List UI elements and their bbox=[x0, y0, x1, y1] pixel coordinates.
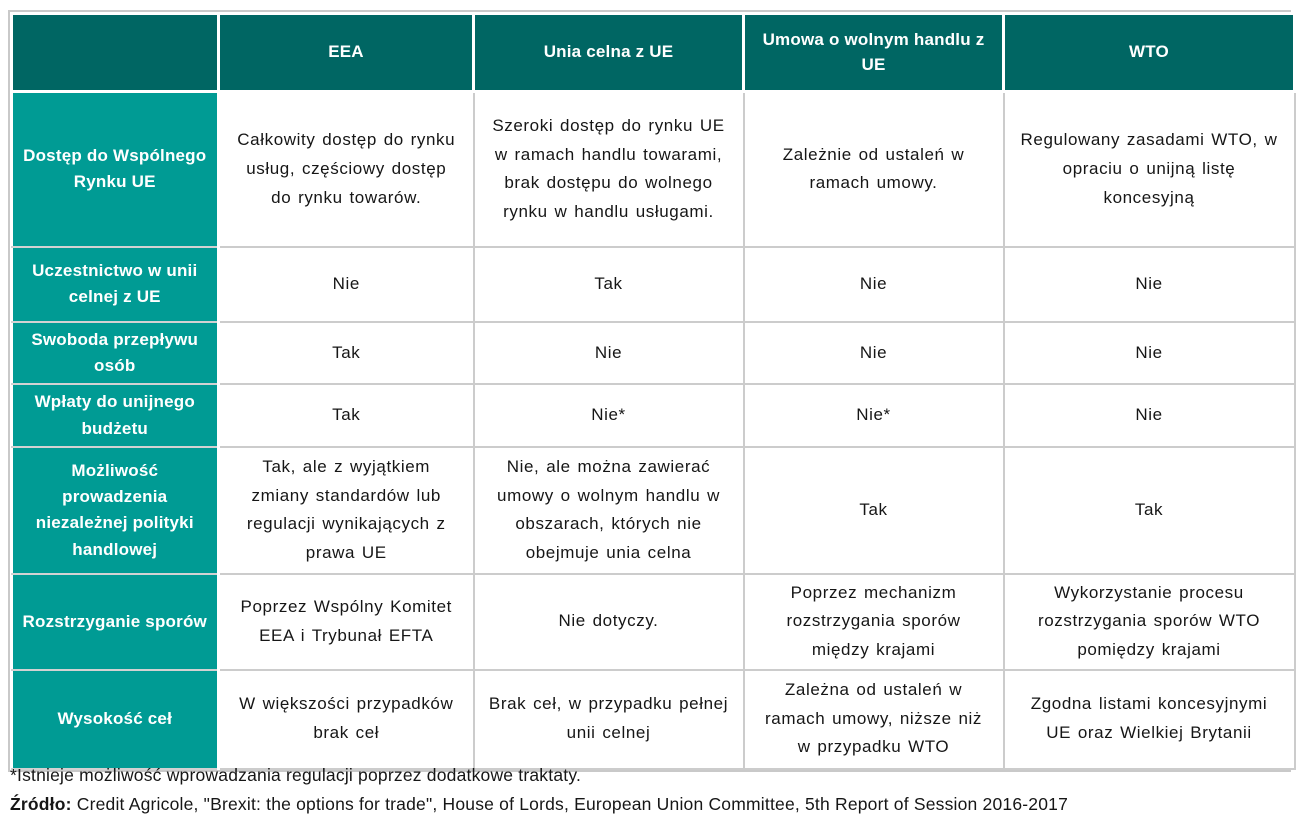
comparison-table bbox=[8, 10, 1291, 772]
table-cell: Brak ceł, w przypadku pełnej unii celnej bbox=[474, 670, 744, 769]
source-text: Credit Agricole, "Brexit: the options for trade", House of Lords, European Union Committee, 5th Report of Session 2016-2017 bbox=[71, 793, 1069, 814]
table-cell: Tak bbox=[219, 384, 474, 447]
row-label: Swoboda przepływu osób bbox=[12, 322, 219, 385]
table-cell: Poprzez mechanizm rozstrzygania sporów między krajami bbox=[744, 574, 1004, 670]
table-row bbox=[12, 574, 1295, 670]
column-header-umowa: Umowa o wolnym handlu z UE bbox=[744, 14, 1004, 92]
footnote-asterisk: *Istnieje możliwość wprowadzania regulacji poprzez dodatkowe traktaty. bbox=[10, 765, 582, 785]
table-cell: Tak bbox=[219, 322, 474, 385]
table-cell: Całkowity dostęp do rynku usług, częściowy dostęp do rynku towarów. bbox=[219, 92, 474, 247]
row-label: Uczestnictwo w unii celnej z UE bbox=[12, 247, 219, 322]
row-label: Dostęp do Wspólnego Rynku UE bbox=[12, 92, 219, 247]
table-cell: Nie bbox=[744, 247, 1004, 322]
column-header-unia-celna: Unia celna z UE bbox=[474, 14, 744, 92]
table-row bbox=[12, 447, 1295, 574]
row-label: Możliwość prowadzenia niezależnej polityki handlowej bbox=[12, 447, 219, 574]
table-cell: Zależna od ustaleń w ramach umowy, niższe niż w przypadku WTO bbox=[744, 670, 1004, 769]
table-cell: Nie dotyczy. bbox=[474, 574, 744, 670]
table-row bbox=[12, 670, 1295, 769]
corner-cell bbox=[12, 14, 219, 92]
table-row bbox=[12, 384, 1295, 447]
table-row bbox=[12, 247, 1295, 322]
table-cell: Nie bbox=[219, 247, 474, 322]
table-cell: Tak bbox=[1004, 447, 1295, 574]
table-row bbox=[12, 322, 1295, 385]
footnotes bbox=[10, 764, 1290, 822]
header-row bbox=[12, 14, 1295, 92]
row-label: Wysokość ceł bbox=[12, 670, 219, 769]
table-cell: Nie* bbox=[744, 384, 1004, 447]
table-cell: Nie bbox=[1004, 322, 1295, 385]
table-cell: Tak bbox=[474, 247, 744, 322]
source-label: Źródło: bbox=[10, 793, 72, 814]
table-cell: Zgodna listami koncesyjnymi UE oraz Wielkiej Brytanii bbox=[1004, 670, 1295, 769]
table-row bbox=[12, 92, 1295, 247]
table-cell: Regulowany zasadami WTO, w opraciu o unijną listę koncesyjną bbox=[1004, 92, 1295, 247]
table-cell: Tak, ale z wyjątkiem zmiany standardów lub regulacji wynikających z prawa UE bbox=[219, 447, 474, 574]
table-cell: Nie, ale można zawierać umowy o wolnym handlu w obszarach, których nie obejmuje unia celna bbox=[474, 447, 744, 574]
table-cell: Szeroki dostęp do rynku UE w ramach handlu towarami, brak dostępu do wolnego rynku w handlu usługami. bbox=[474, 92, 744, 247]
row-label: Wpłaty do unijnego budżetu bbox=[12, 384, 219, 447]
table-cell: Nie bbox=[744, 322, 1004, 385]
table-cell: Nie* bbox=[474, 384, 744, 447]
table-cell: Zależnie od ustaleń w ramach umowy. bbox=[744, 92, 1004, 247]
table-cell: W większości przypadków brak ceł bbox=[219, 670, 474, 769]
table-cell: Wykorzystanie procesu rozstrzygania sporów WTO pomiędzy krajami bbox=[1004, 574, 1295, 670]
source-line bbox=[10, 793, 1290, 816]
column-header-eea: EEA bbox=[219, 14, 474, 92]
table-cell: Nie bbox=[1004, 247, 1295, 322]
table-cell: Nie bbox=[474, 322, 744, 385]
column-header-wto: WTO bbox=[1004, 14, 1295, 92]
table-cell: Poprzez Wspólny Komitet EEA i Trybunał EFTA bbox=[219, 574, 474, 670]
brexit-options-table bbox=[10, 12, 1296, 770]
table-cell: Tak bbox=[744, 447, 1004, 574]
table-cell: Nie bbox=[1004, 384, 1295, 447]
row-label: Rozstrzyganie sporów bbox=[12, 574, 219, 670]
